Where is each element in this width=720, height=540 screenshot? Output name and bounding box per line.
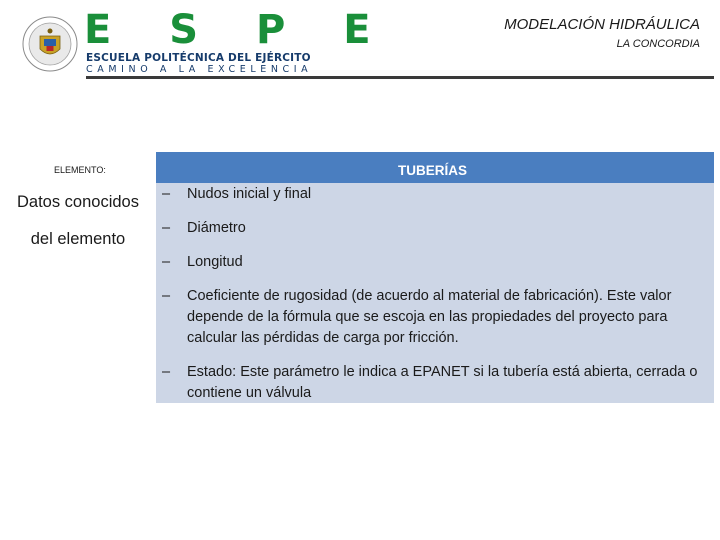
university-seal-icon [22, 16, 78, 72]
course-title: MODELACIÓN HIDRÁULICA [504, 16, 700, 33]
page-header [0, 0, 720, 80]
list-item [162, 218, 702, 239]
place-name: LA CONCORDIA [616, 38, 700, 50]
list-item [162, 252, 702, 273]
bullet-marker: – [162, 364, 171, 380]
bullet-marker: – [162, 288, 171, 304]
known-data-label-line2: del elemento [30, 230, 126, 248]
list-item [162, 362, 702, 404]
list-item-text: Longitud [187, 254, 243, 270]
bullet-marker: – [162, 254, 171, 270]
list-item [162, 286, 702, 349]
list-item-text: Coeficiente de rugosidad (de acuerdo al material de fabricación). Este valor depende de la fórmula que se escoja en las propiedades del proyecto para calcular las pérdidas de carga por fricción. [187, 288, 672, 346]
section-title: TUBERÍAS [398, 163, 468, 178]
bullet-marker: – [162, 220, 171, 236]
header-divider [86, 76, 714, 79]
logo-name: ESCUELA POLITÉCNICA DEL EJÉRCITO [86, 52, 311, 64]
list-item-text: Estado: Este parámetro le indica a EPANET si la tubería está abierta, cerrada o contiene un válvula [187, 364, 698, 401]
known-data-label-line1: Datos conocidos [17, 193, 139, 211]
list-item-text: Diámetro [187, 220, 246, 236]
element-label: ELEMENTO: [54, 165, 106, 175]
list-item [162, 184, 702, 205]
logo-motto: CAMINO A LA EXCELENCIA [86, 64, 313, 75]
list-item-text: Nudos inicial y final [187, 186, 312, 202]
bullet-marker: – [162, 186, 171, 202]
logo-letters: E S P E [84, 7, 393, 53]
